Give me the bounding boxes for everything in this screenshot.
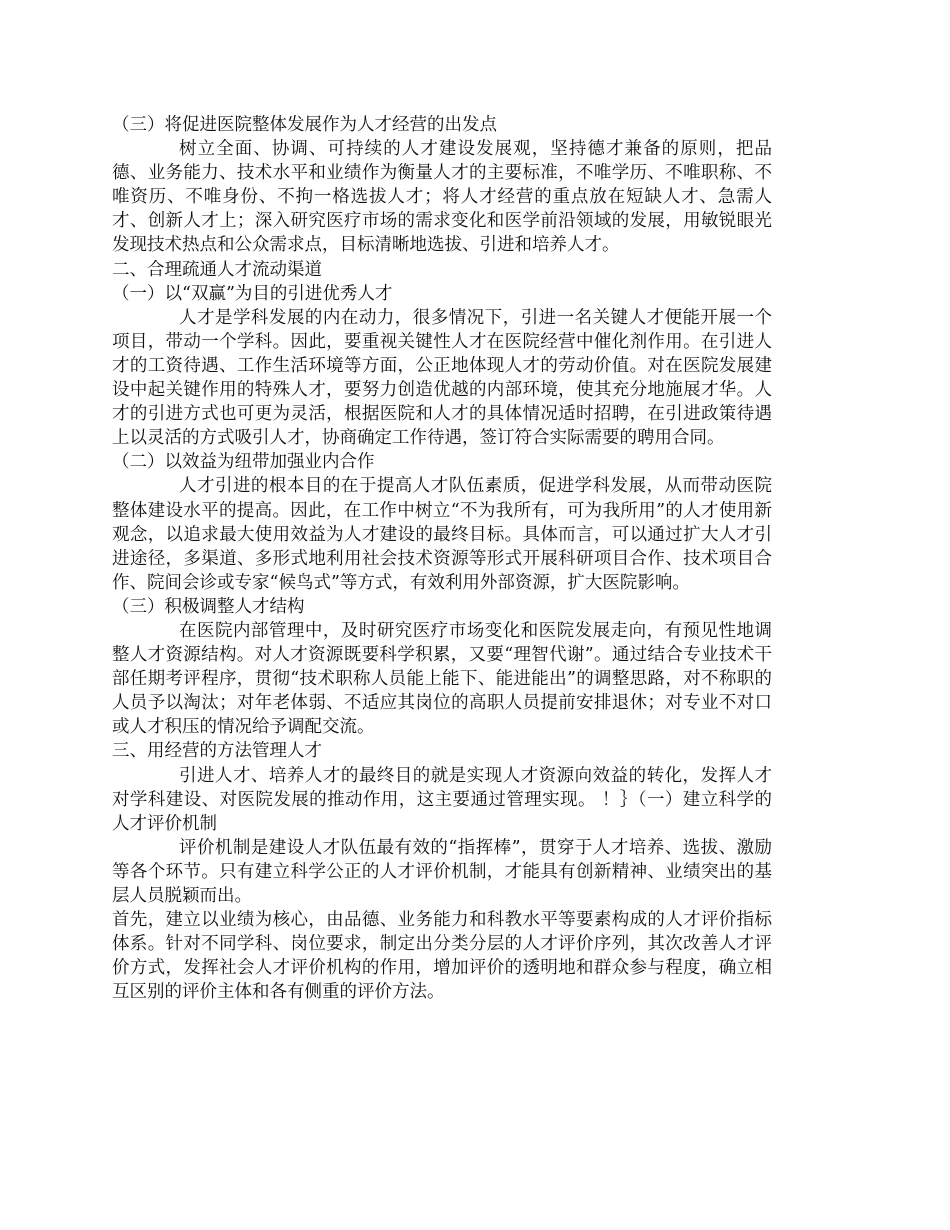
section-heading-structure: （三）积极调整人才结构 (112, 596, 305, 617)
subheading-win-win: （一）以“双赢”为目的引进优秀人才 (112, 283, 393, 304)
paragraph-evaluation-mechanism: 评价机制是建设人才队伍最有效的“指挥棒”，贯穿于人才培养、选拔、激励等各个环节。只有建立科学公正的人才评价机制，才能具有创新精神、业绩突出的基层人员脱颖而出。 (112, 837, 772, 906)
section-heading-talent-flow: 二、合理疏通人才流动渠道 (112, 259, 322, 280)
section-heading-cooperation: （二）以效益为纽带加强业内合作 (112, 452, 375, 473)
paragraph-evaluation-system: 首先，建立以业绩为核心，由品德、业务能力和科教水平等要素构成的人才评价指标体系。针对不同学科、岗位要求，制定出分类分层的人才评价序列，其次改善人才评价方式，发挥社会人才评价机构的作用，增加评价的透明地和群众参与程度，确立相互区别的评价主体和各有侧重的评价方法。 (112, 910, 772, 1003)
paragraph-structure: 在医院内部管理中，及时研究医疗市场变化和医院发展走向，有预见性地调整人才资源结构。对人才资源既要科学积累，又要“理智代谢”。通过结合专业技术干部任期考评程序，贯彻“技术职称人员能上能下、能进能出”的调整思路，对不称职的人员予以淘汰；对年老体弱、不适应其岗位的高职人员提前安排退休；对专业不对口或人才积压的情况给予调配交流。 (112, 620, 772, 738)
paragraph-introduce-talent: 人才是学科发展的内在动力，很多情况下，引进一名关键人才便能开展一个项目，带动一个学科。因此，要重视关键性人才在医院经营中催化剂作用。在引进人才的工资待遇、工作生活环境等方面，公正地体现人才的劳动价值。对在医院发展建设中起关键作用的特殊人才，要努力创造优越的内部环境，使其充分地施展才华。人才的引进方式也可更为灵活，根据医院和人才的具体情况适时招聘，在引进政策待遇上以灵活的方式吸引人才，协商确定工作待遇，签订符合实际需要的聘用合同。 (112, 307, 772, 449)
document-body (112, 113, 772, 1004)
paragraph-cooperation: 人才引进的根本目的在于提高人才队伍素质，促进学科发展，从而带动医院整体建设水平的提高。因此，在工作中树立“不为我所有，可为我所用”的人才使用新观念，以追求最大使用效益为人才建设的最终目标。具体而言，可以通过扩大人才引进途径，多渠道、多形式地利用社会技术资源等形式开展科研项目合作、技术项目合作、院间会诊或专家“候鸟式”等方式，有效利用外部资源，扩大医院影响。 (112, 476, 772, 593)
section-heading-management: 三、用经营的方法管理人才 (112, 741, 322, 762)
paragraph-talent-outlook: 树立全面、协调、可持续的人才建设发展观，坚持德才兼备的原则，把品德、业务能力、技术水平和业绩作为衡量人才的主要标准，不唯学历、不唯职称、不唯资历、不唯身份、不拘一格选拔人才；将人才经营的重点放在短缺人才、急需人才、创新人才上；深入研究医疗市场的需求变化和医学前沿领域的发展，用敏锐眼光发现技术热点和公众需求点，目标清晰地选拔、引进和培养人才。 (112, 139, 772, 256)
section-heading-promote-development: （三）将促进医院整体发展作为人才经营的出发点 (112, 115, 497, 135)
paragraph-management: 引进人才、培养人才的最终目的就是实现人才资源向效益的转化，发挥人才对学科建设、对医院发展的推动作用，这主要通过管理实现。 ！｝（一）建立科学的人才评价机制 (112, 765, 772, 834)
